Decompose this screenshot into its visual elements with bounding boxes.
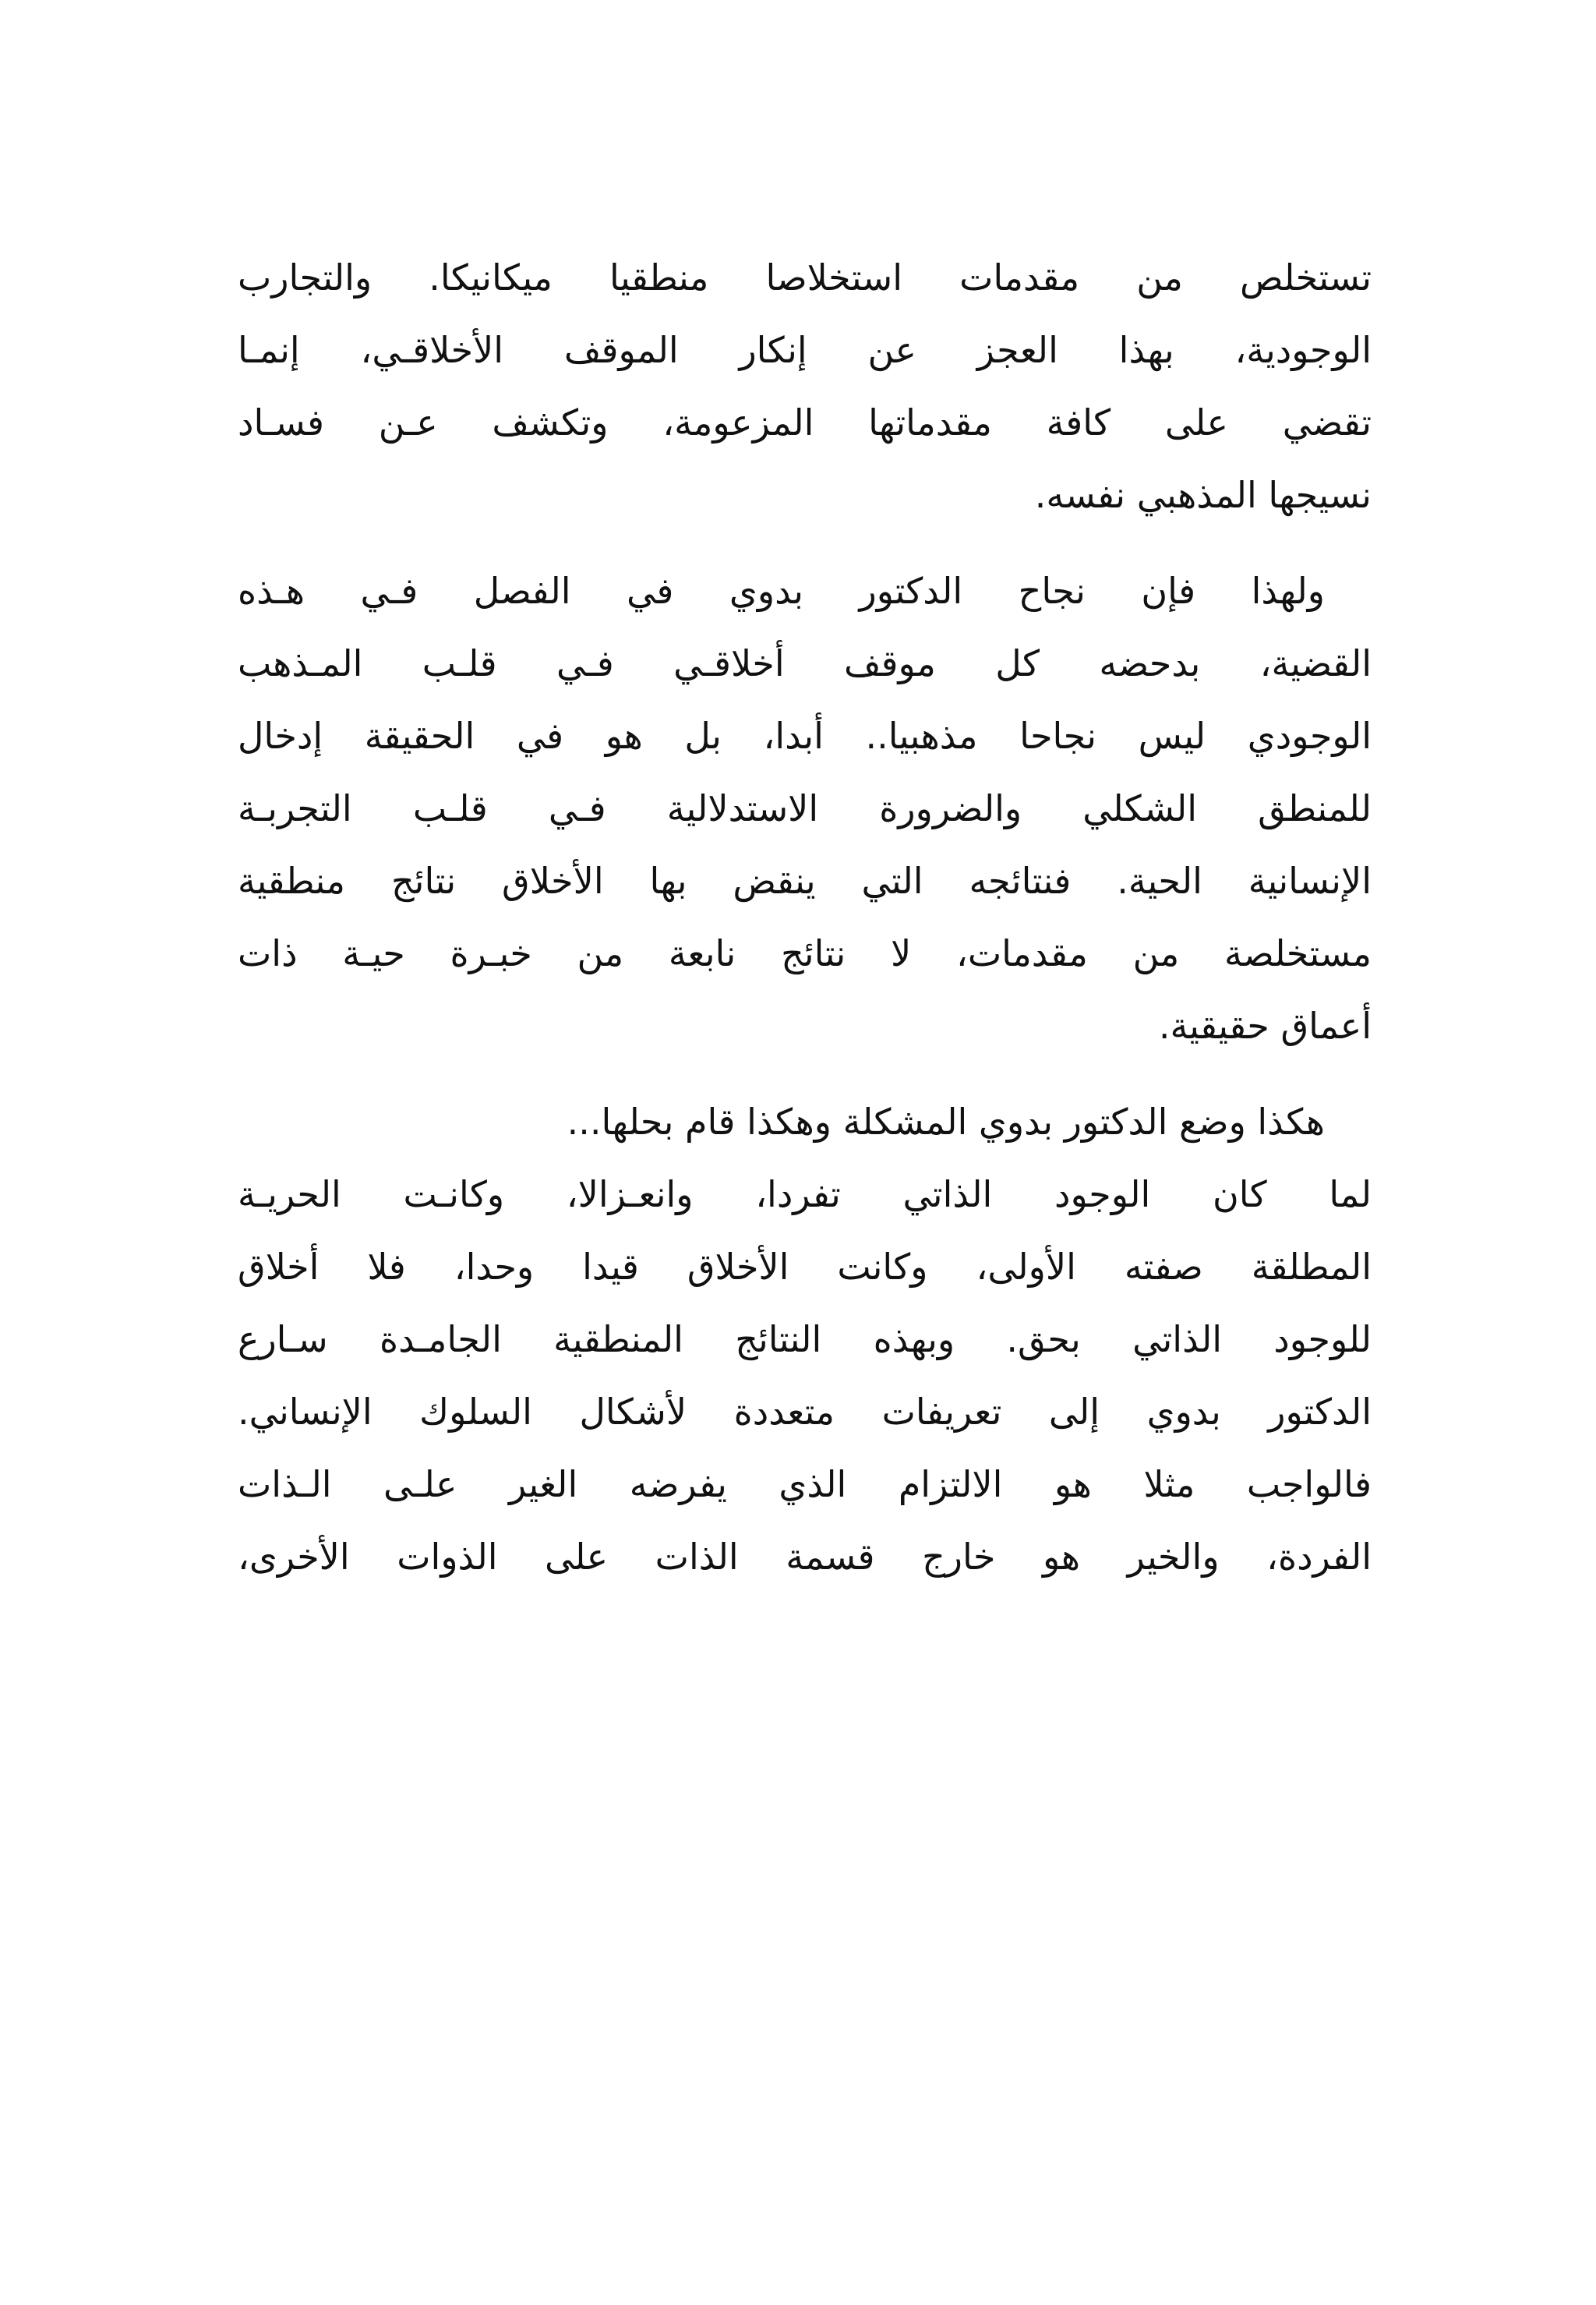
text-line: الفردة، والخير هو خارج قسمة الذات على الذوات الأخرى،	[238, 1536, 1372, 1578]
text-line: للمنطق الشكلي والضرورة الاستدلالية فـي قلـب التجربـة	[238, 787, 1372, 829]
paragraph-gap	[238, 1062, 1372, 1086]
paragraph-3	[238, 1086, 1372, 1593]
text-line: لما كان الوجود الذاتي تفردا، وانعـزالا، وكانـت الحريـة	[238, 1173, 1372, 1215]
text-line: نسيجها المذهبي نفسه.	[1034, 474, 1372, 516]
text-line: المطلقة صفته الأولى، وكانت الأخلاق قيدا وحدا، فلا أخلاق	[238, 1246, 1372, 1288]
text-line: مستخلصة من مقدمات، لا نتائج نابعة من خبـرة حيـة ذات	[238, 932, 1372, 974]
text-line: أعماق حقيقية.	[1158, 1005, 1372, 1047]
text-line: تقضي على كافة مقدماتها المزعومة، وتكشف عـن فسـاد	[238, 401, 1372, 444]
paragraph-gap	[238, 532, 1372, 555]
text-line: الوجودية، بهذا العجز عن إنكار الموقف الأخلاقـي، إنمـا	[238, 329, 1372, 371]
text-line: تستخلص من مقدمات استخلاصا منطقيا ميكانيكا. والتجارب	[238, 256, 1372, 299]
text-line: ولهذا فإن نجاح الدكتور بدوي في الفصل فـي هـذه	[238, 570, 1325, 612]
text-line: للوجود الذاتي بحق. وبهذه النتائج المنطقية الجامـدة سـارع	[238, 1318, 1372, 1360]
paragraph-1	[238, 242, 1372, 532]
text-line: الإنسانية الحية. فنتائجه التي ينقض بها الأخلاق نتائج منطقية	[238, 860, 1372, 902]
paragraph-2	[238, 555, 1372, 1062]
text-line: الوجودي ليس نجاحا مذهبيا.. أبدا، بل هو في الحقيقة إدخال	[238, 715, 1372, 757]
body-text	[238, 242, 1372, 1593]
text-line: فالواجب مثلا هو الالتزام الذي يفرضه الغير علـى الـذات	[238, 1463, 1372, 1505]
text-line: القضية، بدحضه كل موقف أخلاقـي فـي قلـب المـذهب	[238, 642, 1372, 684]
text-line: الدكتور بدوي إلى تعريفات متعددة لأشكال السلوك الإنساني.	[238, 1391, 1372, 1433]
text-line: هكذا وضع الدكتور بدوي المشكلة وهكذا قام بحلها...	[567, 1101, 1325, 1143]
